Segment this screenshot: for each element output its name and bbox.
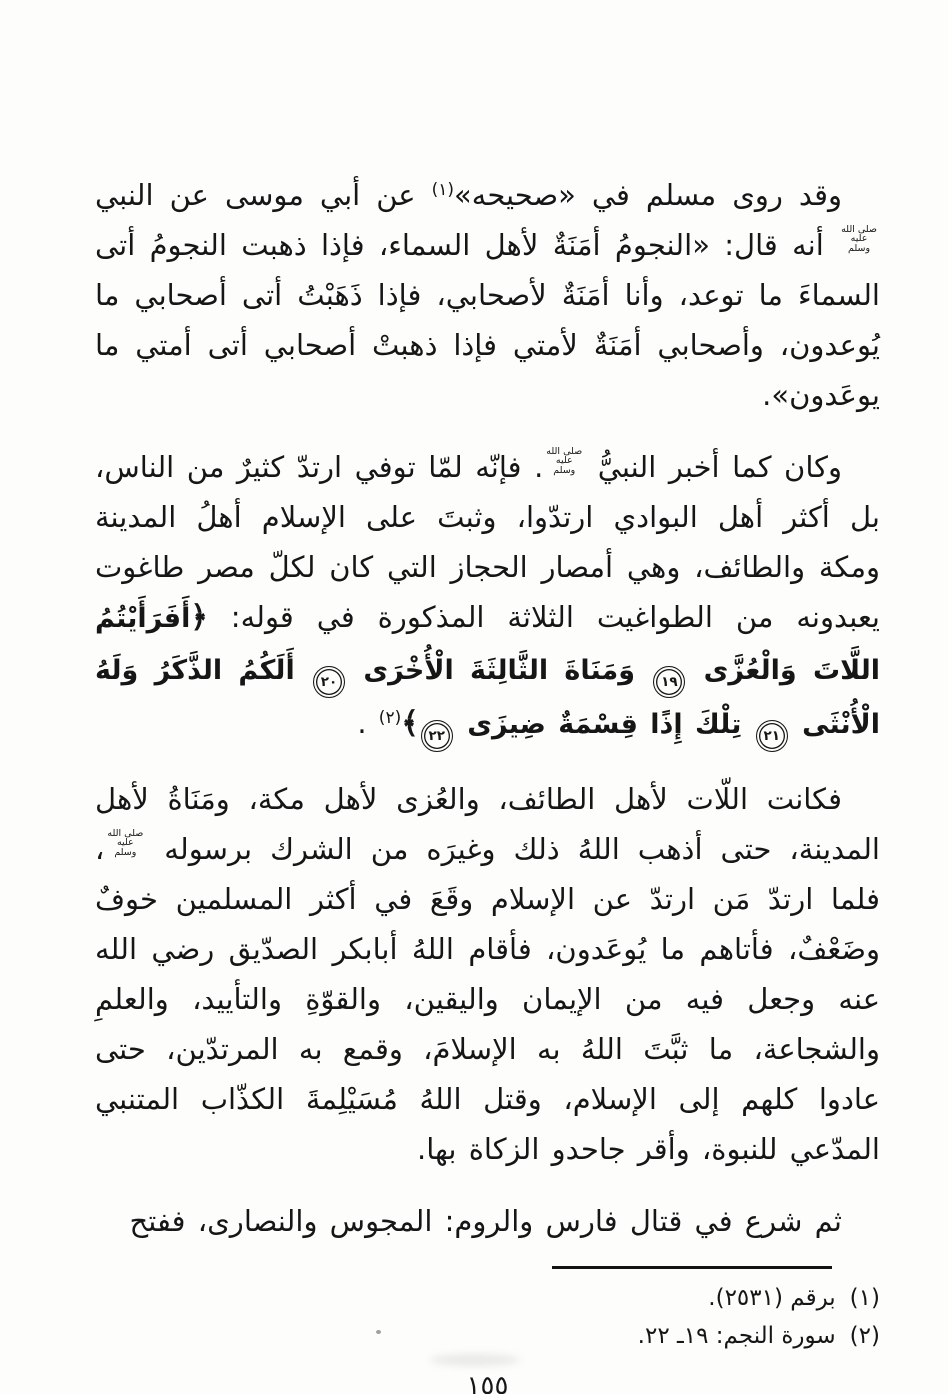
- quran-text: أَلَكُمُ الذَّكَرُ وَلَهُ الْأُنْثَى: [95, 655, 880, 740]
- page-body: [95, 170, 880, 1246]
- honorific-saw-icon: [546, 447, 582, 476]
- scan-artifact-smudge: [430, 1354, 520, 1366]
- page-number: ١٥٥: [466, 1371, 509, 1394]
- verse-number-19: ١٩: [653, 666, 685, 698]
- honorific-line: صلى الله: [546, 445, 583, 457]
- text-segment: . فإنّه لمّا توفي ارتدّ كثيرٌ من الناس، بل أكثر أهل البوادي ارتدّوا، وثبتَ على الإسلام أهلُ المدينة ومكة والطائف، وهي أمصار الحجاز التي كان لكلّ مصر طاغوت يعبدونه من الطواغيت الثلاثة المذكورة في قوله:: [95, 450, 880, 634]
- honorific-line: وسلم: [114, 846, 137, 858]
- honorific-line: عليه: [555, 455, 573, 467]
- honorific-line: وسلم: [553, 464, 576, 476]
- ornate-open-bracket-icon: ﴿: [190, 600, 208, 635]
- text-segment: ، فلما ارتدّ مَن ارتدّ عن الإسلام وقَعَ في أكثر المسلمين خوفٌ وضَعْفٌ، فأتاهم ما يُوعَدون، فأقام اللهُ أبابكر الصدّيق رضي الله عنه وجعل فيه من الإيمان واليقين، والقوّةِ والتأييد، والعلمِ والشجاعة، ما ثبَّتَ اللهُ به الإسلامَ، وقمع به المرتدّين، حتى عادوا كلهم إلى الإسلام، وقتل اللهُ مُسَيْلِمةَ الكذّاب المتنبي المدّعي للنبوة، وأقر جاحدو الزكاة بها.: [95, 832, 880, 1166]
- honorific-line: وسلم: [848, 242, 871, 254]
- footnote-ref-2: (٢): [378, 708, 402, 728]
- paragraph-persia-rome: [95, 1196, 880, 1246]
- footnote-1: [95, 1279, 880, 1317]
- footnote-text: برقم (٢٥٣١).: [708, 1285, 836, 1311]
- footnote-marker: (١): [849, 1285, 880, 1311]
- ornate-close-bracket-icon: ﴾: [401, 706, 419, 741]
- quran-text: وَمَنَاةَ الثَّالِثَةَ الْأُخْرَى: [347, 655, 652, 686]
- footnote-marker: (٢): [849, 1323, 880, 1349]
- quran-text: تِلْكَ إِذًا قِسْمَةٌ ضِيزَى: [454, 709, 754, 740]
- text-segment: وقد روى مسلم في «صحيحه»: [454, 178, 843, 212]
- footnote-ref-1: (١): [431, 180, 455, 200]
- text-segment: .: [357, 706, 379, 740]
- honorific-line: صلى الله: [107, 827, 144, 839]
- verse-number-20: ٢٠: [313, 666, 345, 698]
- verse-number-22: ٢٢: [421, 720, 453, 752]
- text-segment: فكانت اللّات لأهل الطائف، والعُزى لأهل مكة، ومَنَاةُ لأهل المدينة، حتى أذهب اللهُ ذلك وغيرَه من الشرك برسوله: [95, 782, 880, 866]
- footnote-2: [95, 1317, 880, 1355]
- text-segment: وكان كما أخبر النبيُّ: [585, 450, 842, 484]
- paragraph-hadith-muslim: [95, 170, 880, 420]
- honorific-line: عليه: [116, 837, 134, 849]
- text-segment: ثم شرع في قتال فارس والروم: المجوس والنصارى، ففتح: [129, 1204, 842, 1238]
- paragraph-idols-abubakr: [95, 774, 880, 1174]
- footnote-separator: [552, 1266, 832, 1269]
- page-footer: [95, 1266, 880, 1394]
- paragraph-apostasy: [95, 442, 880, 752]
- honorific-line: عليه: [850, 233, 868, 245]
- text-segment: عن أبي موسى عن النبي: [95, 178, 432, 212]
- honorific-saw-icon: [841, 225, 877, 254]
- honorific-saw-icon: [107, 829, 143, 858]
- text-segment: أنه قال: «النجومُ أمَنَةٌ لأهل السماء، فإذا ذهبت النجومُ أتى السماءَ ما توعد، وأنا أمَنَةٌ لأصحابي، فإذا ذَهَبْتُ أتى أصحابي ما يُوعدون، وأصحابي أمَنَةٌ لأمتي فإذا ذهبتْ أصحابي أتى أمتي ما يوعَدون».: [95, 228, 880, 412]
- quran-text: أَفَرَأَيْتُمُ اللَّاتَ وَالْعُزَّى: [95, 603, 880, 686]
- verse-number-21: ٢١: [756, 720, 788, 752]
- scan-artifact-dot: [376, 1330, 381, 1334]
- footnote-text: سورة النجم: ١٩ـ ٢٢.: [637, 1323, 836, 1349]
- honorific-line: صلى الله: [841, 223, 877, 235]
- footnotes-block: [95, 1279, 880, 1355]
